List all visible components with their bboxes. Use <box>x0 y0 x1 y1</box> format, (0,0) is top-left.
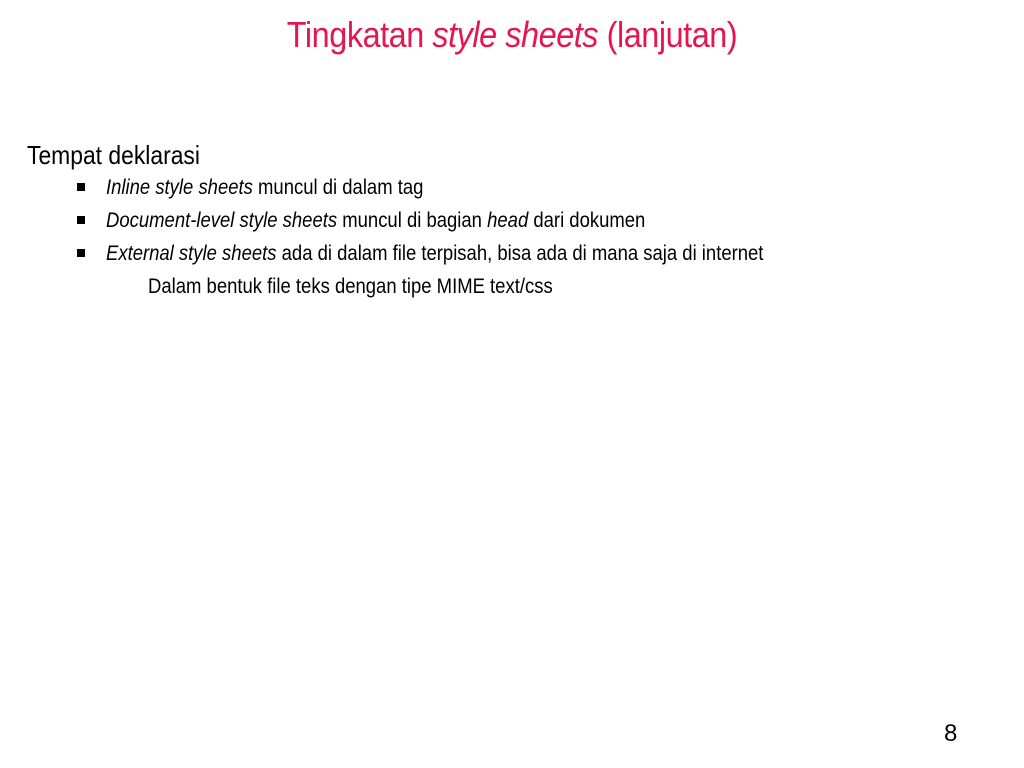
bullet-text-document-level <box>106 207 645 234</box>
bullet-item-external <box>27 240 987 273</box>
bullet-description: muncul di dalam tag <box>252 176 424 199</box>
title-part-3: (lanjutan) <box>598 14 738 55</box>
slide-content <box>27 136 987 306</box>
bullet-description: muncul di bagian <box>337 209 488 232</box>
sub-line-text: Dalam bentuk file teks dengan tipe MIME text/css <box>148 275 553 298</box>
bullet-description: ada di dalam file terpisah, bisa ada di mana saja di internet <box>276 242 764 265</box>
title-part-2-italic: style sheets <box>432 14 599 55</box>
square-bullet-icon <box>77 249 85 257</box>
bullet-term-head: head <box>487 209 529 232</box>
page-number: 8 <box>944 720 958 747</box>
square-bullet-icon <box>77 216 85 224</box>
slide-title <box>51 8 973 62</box>
title-part-1: Tingkatan <box>286 14 433 55</box>
bullet-list <box>27 174 987 273</box>
bullet-term: External style sheets <box>106 242 277 265</box>
sub-line <box>27 273 987 306</box>
square-bullet-icon <box>77 183 85 191</box>
bullet-description-end: dari dokumen <box>528 209 646 232</box>
bullet-term: Document-level style sheets <box>106 209 338 232</box>
bullet-item-inline <box>27 174 987 207</box>
bullet-term: Inline style sheets <box>106 176 253 199</box>
bullet-item-document-level <box>27 207 987 240</box>
bullet-text-inline <box>106 174 423 201</box>
section-heading: Tempat deklarasi <box>27 140 200 170</box>
bullet-text-external <box>106 240 763 267</box>
